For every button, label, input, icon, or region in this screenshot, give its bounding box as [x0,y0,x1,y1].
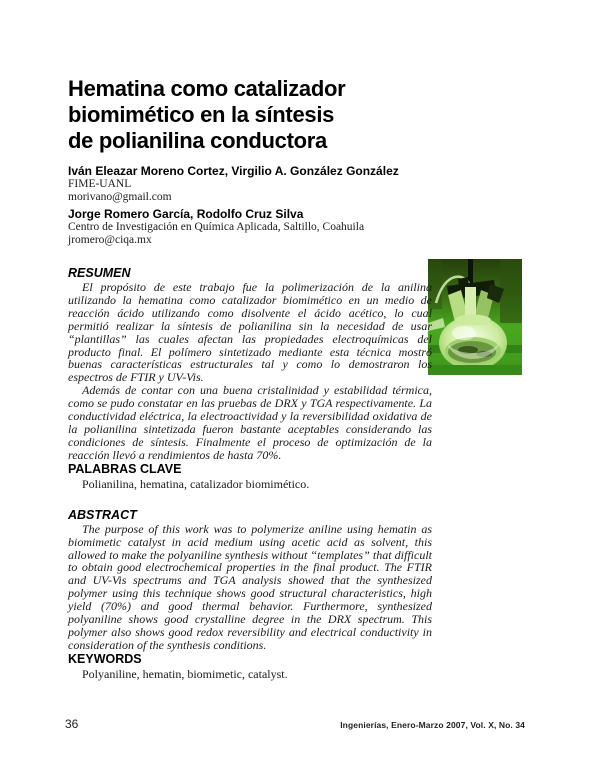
author-email: jromero@ciqa.mx [68,234,152,246]
abstract-paragraph: The purpose of this work was to polymerize aniline using hematin as biomimetic catalyst in acid medium using acetic acid as solvent, this allowed to make the polyaniline synthesis without “templates” that difficult to obtain good electrochemical properties in the final product. The FTIR and UV-Vis spectrums and TGA analysis showed that the synthesized polymer using this technique shows good structural characteristics, high yield (70%) and good thermal behavior. Furthermore, synthesized polyaniline shows good crystalline degree in the DRX spectrum. This polymer also shows good redox reversibility and electrical conductivity in consideration of the synthesis conditions. [68,521,432,652]
author-affiliation: FIME-UANL [68,178,132,190]
journal-info: Ingenierías, Enero-Marzo 2007, Vol. X, No. 34 [340,720,525,730]
author-email: morivano@gmail.com [68,191,172,203]
title-line-2: biomimético en la síntesis [68,102,335,127]
resumen-paragraph-1: El propósito de este trabajo fue la polimerización de la anilina utilizando la hematina como catalizador biomimético en un medio de reacción ácido utilizando como disolvente el ácido acético, lo cual permitió realizar la síntesis de polianilina sin la necesidad de usar “plantillas” las cuales afectan las propiedades electroquímicas del producto final. El polímero sintetizado mediante esta técnica mostró buenas características estructurales tal y como lo demostraron los espectros de FTIR y UV-Vis. [68,280,432,385]
author-names: Iván Eleazar Moreno Cortez, Virgilio A. González González [68,164,399,178]
title-line-1: Hematina como catalizador [68,76,346,101]
flask-photo [428,259,522,375]
abstract-heading: ABSTRACT [68,507,137,522]
palabras-clave-text: Polianilina, hematina, catalizador biomimético. [82,476,310,491]
page-footer [65,717,525,731]
flask-photo-image [428,259,522,375]
author-affiliation: Centro de Investigación en Química Aplicada, Saltillo, Coahuila [68,221,365,233]
authors-block [68,164,399,247]
resumen-paragraph-2: Además de contar con una buena cristalinidad y estabilidad térmica, como se pudo constatar en las pruebas de DRX y TGA respectivamente. La conductividad eléctrica, la electroactividad y la reversibilidad oxidativa de la polianilina sintetizada fueron bastante aceptables considerando las condiciones de síntesis. Finalmente el proceso de optimización de la reacción llevó a rendimientos de hasta 70%. [68,383,432,462]
author-names: Jorge Romero García, Rodolfo Cruz Silva [68,207,304,221]
author-group-1 [68,164,399,204]
palabras-clave-heading: PALABRAS CLAVE [68,461,182,476]
keywords-text: Polyaniline, hematin, biomimetic, catalyst. [82,666,288,681]
article-body [68,266,432,681]
author-group-2 [68,207,399,247]
keywords-heading: KEYWORDS [68,651,142,666]
title-line-3: de polianilina conductora [68,128,327,153]
page-title [68,76,345,154]
page-number: 36 [65,717,79,731]
resumen-heading: RESUMEN [68,266,131,280]
